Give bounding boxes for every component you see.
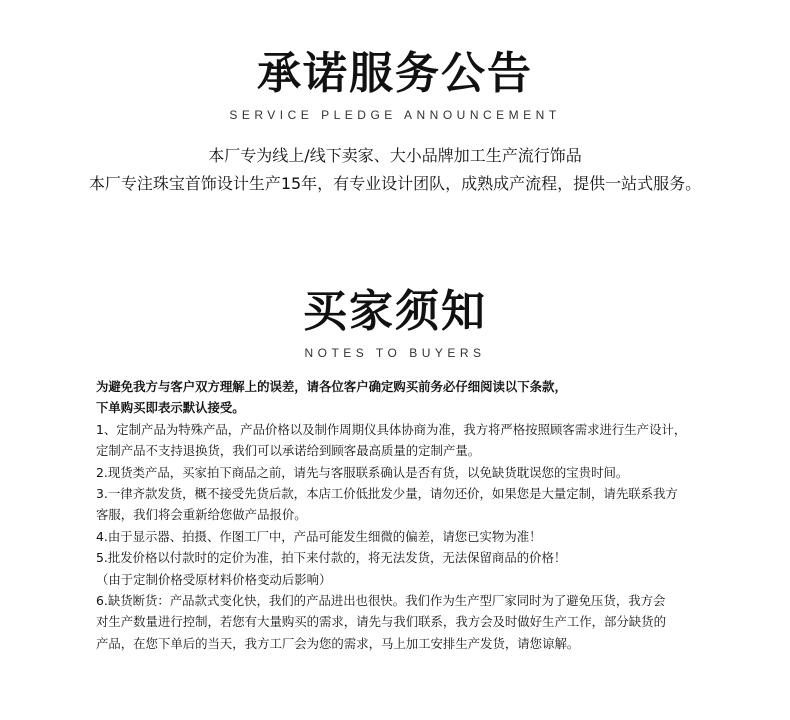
notes-line: 1、定制产品为特殊产品，产品价格以及制作周期仪具体协商为准，我方将严格按照顾客需求进行生产设计，	[96, 421, 687, 437]
pledge-body	[0, 142, 790, 198]
pledge-line: 本厂专为线上/线下卖家、大小品牌加工生产流行饰品	[208, 146, 582, 165]
notes-line: 4.由于显示器、拍摄、作图工厂中，产品可能发生细微的偏差，请您已实物为准！	[96, 528, 542, 544]
pledge-subtitle: SERVICE PLEDGE ANNOUNCEMENT	[229, 108, 561, 122]
notes-line: 6.缺货断货：产品款式变化快，我们的产品进出也很快。我们作为生产型厂家同时为了避免压货，我方会	[96, 593, 666, 609]
pledge-line: 本厂专注珠宝首饰设计生产15年，有专业设计团队，成熟成产流程，提供一站式服务。	[88, 174, 702, 193]
notes-line: 3.一律齐款发货，概不接受先货后款，本店工价低批发少量，请勿还价，如果您是大量定制，请先联系我方	[96, 486, 678, 502]
buyers-notes	[96, 376, 736, 654]
notes-intro-line: 为避免我方与客户双方理解上的误差，请各位客户确定购买前务必仔细阅读以下条款，	[96, 379, 567, 394]
notes-line: 产品，在您下单后的当天，我方工厂会为您的需求，马上加工安排生产发货，请您谅解。	[96, 635, 580, 651]
buyers-subtitle: NOTES TO BUYERS	[304, 346, 486, 360]
buyers-title: 买家须知	[303, 286, 487, 337]
notes-line: 客服，我们将会重新给您做产品报价。	[96, 507, 307, 523]
notes-line: 5.批发价格以付款时的定价为准，拍下来付款的，将无法发货，无法保留商品的价格！	[96, 550, 567, 566]
notes-line: 定制产品不支持退换货，我们可以承诺给到顾客最高质量的定制产量。	[96, 443, 481, 459]
pledge-header	[0, 48, 790, 122]
notes-line: 2.现货类产品，买家拍下商品之前，请先与客服联系确认是否有货，以免缺货耽误您的宝贵时间。	[96, 464, 629, 480]
notes-line: 对生产数量进行控制，若您有大量购买的需求，请先与我们联系，我方会及时做好生产工作，部分缺货的	[96, 614, 666, 630]
buyers-header	[0, 286, 790, 360]
pledge-title: 承诺服务公告	[257, 48, 533, 99]
notes-intro-line: 下单购买即表示默认接受。	[96, 400, 245, 416]
notes-line: （由于定制价格受原材料价格变动后影响）	[96, 571, 332, 587]
